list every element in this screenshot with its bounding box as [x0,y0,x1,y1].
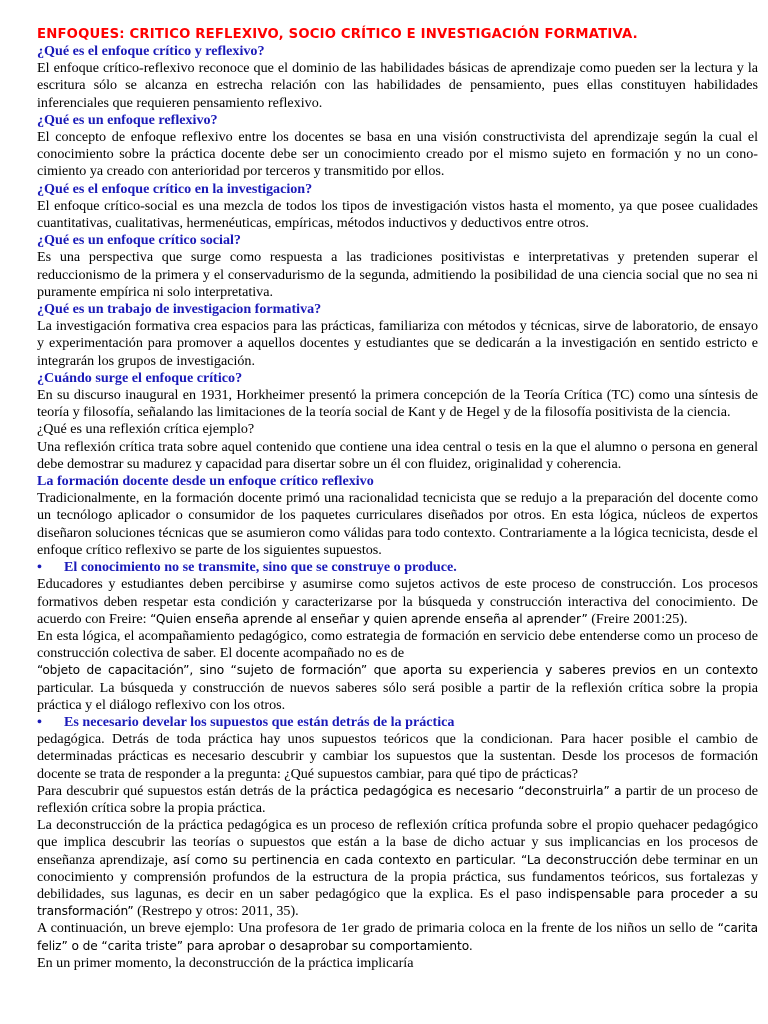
document-title: ENFOQUES: CRITICO REFLEXIVO, SOCIO CRÍTICO E INVESTIGACIÓN FORMATIVA. [37,27,638,42]
paragraph [37,920,758,954]
quote-run: práctica pedagógica es necesario “deconstruirla” a [309,783,622,798]
quote-run: “carita feliz” o de “carita triste” para aprobar o desaprobar su comportamiento. [37,921,758,953]
text-run: Para descubrir qué supuestos están detrás de la [37,782,310,799]
section-heading: ¿Qué es un enfoque crítico social? [37,232,241,249]
paragraph: El enfoque crítico-reflexivo reconoce que el dominio de las habilidades básicas de aprendizaje como pueden ser la lectura y la escritura sólo se alcanza en estrecha relación con las habilidades de pensamiento, pues ellas constituyen habilidades inferenciales que requieren pensamiento reflexivo. [37,60,758,111]
paragraph: En un primer momento, la deconstrucción de la práctica implicaría [37,954,414,971]
text-run: En esta lógica, el acompañamiento pedagógico, como estrategia de formación en servicio debe entenderse como un proceso de construcción colectiva de saber. El docente acompañado no es de [37,627,758,662]
text-run: (Freire 2001:25). [587,610,688,627]
bullet-text: Es necesario develar los supuestos que están detrás de la práctica [64,713,455,730]
text-run: partir de un proceso de reflexión crítica sobre la propia práctica. [37,782,759,816]
section-heading: ¿Qué es un enfoque reflexivo? [37,111,218,128]
section-heading: ¿Qué es un trabajo de investigacion formativa? [37,301,322,318]
quote-run: “objeto de capacitación”, sino “sujeto de formación” que aporta su experiencia y saberes previos en un contexto [37,663,758,678]
paragraph: Tradicionalmente, en la formación docente primó una racionalidad tecnicista que se redujo a la preparación del docente como un tecnólogo aplicador o consumidor de los paquetes curriculares diseñados por otros. En esta lógica, núcleos de expertos diseñaron soluciones técnicas que se asumieron como válidas para todo contexto. Contrariamente a la lógica tecnicista, desde el enfoque crítico reflexivo se parte de los siguientes supuestos. [37,490,758,558]
paragraph: El enfoque crítico-social es una mezcla de todos los tipos de investigación vistos hasta el momento, ya que posee cualidades cuantitativas, cualitativas, hermenéuticas, empíricas, métodos inductivos y deductivos entre otros. [37,197,758,232]
paragraph: En su discurso inaugural en 1931, Horkheimer presentó la primera concepción de la Teoría Crítica (TC) como una síntesis de teoría y filosofía, señalando las limitaciones de la teoría social de Kant y de Hegel y de la filosofía positivista de la ciencia. [37,387,758,421]
paragraph: ¿Qué es una reflexión crítica ejemplo? [37,421,255,438]
text-run: debe terminar en un conocimiento y comprensión profundos de la estructura de la propia práctica, sus fundamentos teóricos, sus fortalezas y debilidades, sus lagunas, es decir en un saber pedagógico que la explica. Es el paso [37,851,759,902]
quote-run: así como su pertinencia en cada contexto en particular. “La deconstrucción [172,852,638,867]
section-heading: ¿Cuándo surge el enfoque crítico? [37,369,243,386]
paragraph [37,783,758,817]
section-heading: ¿Qué es el enfoque crítico y reflexivo? [37,43,265,59]
text-run: particular. La búsqueda y construcción de nuevos saberes sólo será posible a partir de la reflexión crítica sobre la propia práctica y el diálogo reflexivo con los otros. [37,679,758,713]
paragraph [37,628,758,714]
quote-run: indispensable para proceder a su transformación” [37,886,758,919]
text-run: A continuación, un breve ejemplo: Una profesora de 1er grado de primaria coloca en la frente de los niños un sello de [37,920,718,937]
bullet-icon: • [37,713,42,730]
text-run: (Restrepo y otros: 2011, 35). [133,903,299,920]
text-run: Educadores y estudiantes deben percibirse y asumirse como sujetos activos de este proceso de construcción. Los procesos formativos deben respetar esta condición y caracterizarse por la búsqueda y construcción interactiva del conocimiento. De acuerdo con Freire: [37,576,758,627]
paragraph: Es una perspectiva que surge como respuesta a las tradiciones positivistas e interpretativas y pretenden superar el reduccionismo de la primera y el conservadurismo de la segunda, admitiendo la posibilidad de una ciencia social que no sea ni puramente empírica ni solo interpretativa. [37,249,758,300]
paragraph [37,576,758,628]
paragraph [37,817,758,920]
section-heading: ¿Qué es el enfoque crítico en la investigacion? [37,180,313,197]
bullet-item [37,714,758,731]
bullet-item [37,559,758,576]
bullet-icon: • [37,559,42,576]
paragraph: Una reflexión crítica trata sobre aquel contenido que contiene una idea central o tesis en la que el alumno o persona en general debe demostrar su madurez y capacidad para disertar sobre un él con fluidez, originalidad y coherencia. [37,438,758,472]
text-run: La deconstrucción de la práctica pedagógica es un proceso de reflexión crítica profunda sobre el propio quehacer pedagógico que implica descubrir las teorías o supuestos que están a la base de dicho actuar y sus implicancias en los procesos de enseñanza aprendizaje, [37,817,758,868]
paragraph: pedagógica. Detrás de toda práctica hay unos supuestos teóricos que la condicionan. Para hacer posible el cambio de determinadas prácticas es necesario descubrir y cambiar los supuestos que la sustentan. Desde los procesos de formación docente se trata de responder a la pregunta: ¿Qué supuestos cambiar, para qué tipo de prácticas? [37,731,758,782]
bullet-text: El conocimiento no se transmite, sino que se construye o produce. [64,559,457,576]
section-heading: La formación docente desde un enfoque crítico reflexivo [37,473,374,490]
paragraph: La investigación formativa crea espacios para las prácticas, familiariza con métodos y técnicas, sirve de laboratorio, de ensayo y experimentación para promover a aquellos docentes y estudiantes que se dedicarán a la investigación en sentido estricto e integrarán los grupos de investigación. [37,318,758,369]
quote-run: “Quien enseña aprende al enseñar y quien aprende enseña al aprender” [150,611,588,626]
paragraph: El concepto de enfoque reflexivo entre los docentes se basa en una visión constructivista del aprendizaje según la cual el conocimiento sobre la práctica docente debe ser un conocimiento creado por el mismo sujeto en formación y no un cono- cimiento ya creado con anterioridad por terceros y transmitido por ellos. [37,129,758,180]
